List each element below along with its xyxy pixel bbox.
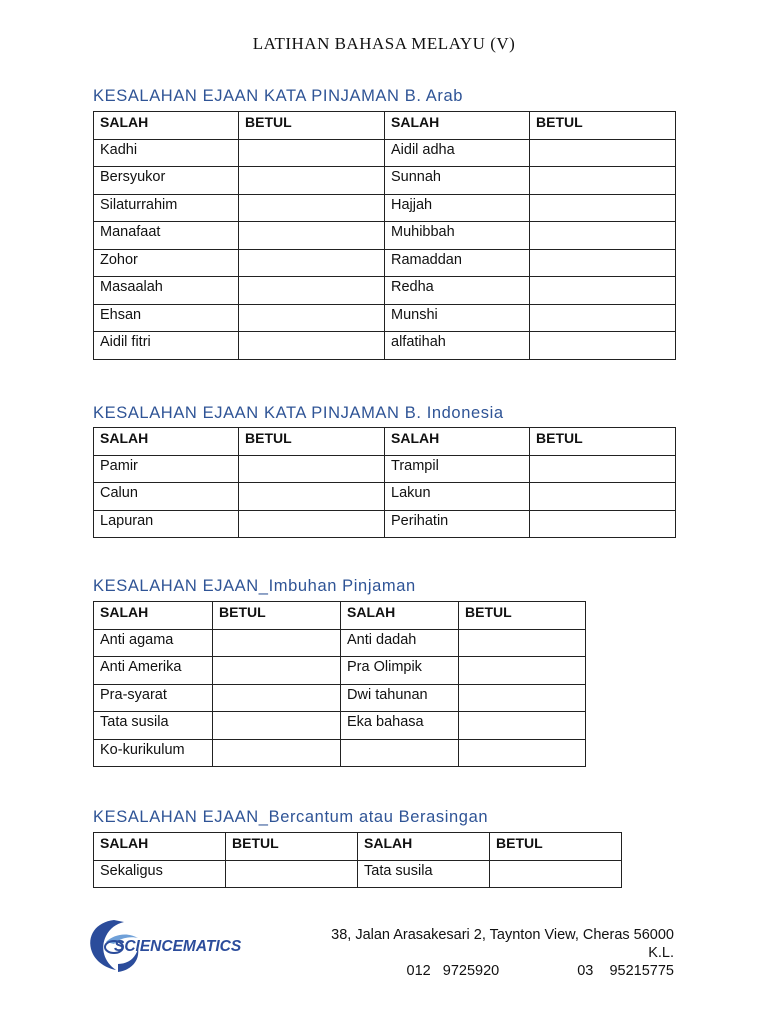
table-row [94, 657, 586, 685]
answer-cell[interactable] [239, 483, 385, 511]
word-cell: alfatihah [385, 332, 530, 360]
answer-cell[interactable] [459, 629, 586, 657]
table-bercantum [93, 832, 622, 888]
column-header: BETUL [213, 602, 341, 630]
word-cell: Bersyukor [94, 167, 239, 195]
sciencematics-logo [84, 914, 246, 976]
table-header-row [94, 602, 586, 630]
column-header: SALAH [341, 602, 459, 630]
word-cell: Ehsan [94, 304, 239, 332]
word-cell: Calun [94, 483, 239, 511]
page-title: LATIHAN BAHASA MELAYU (V) [252, 34, 516, 53]
answer-cell[interactable] [530, 167, 676, 195]
table-row [94, 222, 676, 250]
word-cell: Pra Olimpik [341, 657, 459, 685]
answer-cell[interactable] [530, 139, 676, 167]
table-header-row [94, 833, 622, 861]
word-cell: Pra-syarat [94, 684, 213, 712]
section-heading-arab: KESALAHAN EJAAN KATA PINJAMAN B. Arab [93, 87, 464, 105]
answer-cell[interactable] [226, 860, 358, 888]
answer-cell[interactable] [530, 249, 676, 277]
phone-mobile: 012 9725920 [406, 963, 500, 979]
column-header: BETUL [490, 833, 622, 861]
word-cell: Tata susila [358, 860, 490, 888]
section-heading-bercantum: KESALAHAN EJAAN_Bercantum atau Berasingan [93, 808, 489, 826]
word-cell: Zohor [94, 249, 239, 277]
word-cell: Ko-kurikulum [94, 739, 213, 767]
table-row [94, 684, 586, 712]
answer-cell[interactable] [459, 684, 586, 712]
column-header: SALAH [385, 112, 530, 140]
table-row [94, 739, 586, 767]
table-row [94, 510, 676, 538]
answer-cell[interactable] [530, 222, 676, 250]
word-cell: Hajjah [385, 194, 530, 222]
table-imbuhan [93, 601, 586, 767]
answer-cell[interactable] [239, 167, 385, 195]
table-row [94, 629, 586, 657]
word-cell: Masaalah [94, 277, 239, 305]
column-header: BETUL [530, 112, 676, 140]
word-cell: Aidil adha [385, 139, 530, 167]
answer-cell[interactable] [530, 455, 676, 483]
footer-contact [331, 926, 674, 980]
section-heading-imbuhan: KESALAHAN EJAAN_Imbuhan Pinjaman [93, 577, 416, 595]
table-header-row [94, 428, 676, 456]
answer-cell[interactable] [530, 277, 676, 305]
table-row [94, 249, 676, 277]
word-cell: Anti dadah [341, 629, 459, 657]
table-row [94, 277, 676, 305]
address-line-2: K.L. [648, 945, 674, 961]
column-header: SALAH [385, 428, 530, 456]
word-cell: Lapuran [94, 510, 239, 538]
table-row [94, 712, 586, 740]
phone-office: 03 95215775 [577, 963, 674, 979]
word-cell: Sunnah [385, 167, 530, 195]
answer-cell[interactable] [239, 304, 385, 332]
word-cell: Silaturrahim [94, 194, 239, 222]
word-cell: Munshi [385, 304, 530, 332]
word-cell: Sekaligus [94, 860, 226, 888]
word-cell: Ramaddan [385, 249, 530, 277]
column-header: SALAH [94, 833, 226, 861]
answer-cell[interactable] [213, 657, 341, 685]
answer-cell[interactable] [213, 629, 341, 657]
table-row [94, 139, 676, 167]
table-row [94, 167, 676, 195]
answer-cell[interactable] [239, 139, 385, 167]
word-cell: Manafaat [94, 222, 239, 250]
table-row [94, 860, 622, 888]
address-line-1: 38, Jalan Arasakesari 2, Taynton View, Cheras 56000 [331, 927, 674, 943]
column-header: BETUL [459, 602, 586, 630]
column-header: BETUL [530, 428, 676, 456]
word-cell: Dwi tahunan [341, 684, 459, 712]
answer-cell[interactable] [213, 712, 341, 740]
answer-cell[interactable] [530, 194, 676, 222]
word-cell: Redha [385, 277, 530, 305]
answer-cell[interactable] [239, 222, 385, 250]
answer-cell[interactable] [213, 739, 341, 767]
word-cell: Muhibbah [385, 222, 530, 250]
answer-cell[interactable] [459, 739, 586, 767]
word-cell: Pamir [94, 455, 239, 483]
table-header-row [94, 112, 676, 140]
answer-cell[interactable] [239, 277, 385, 305]
word-cell: Kadhi [94, 139, 239, 167]
table-row [94, 332, 676, 360]
word-cell [341, 739, 459, 767]
word-cell: Trampil [385, 455, 530, 483]
section-heading-indonesia: KESALAHAN EJAAN KATA PINJAMAN B. Indonesia [93, 404, 504, 422]
answer-cell[interactable] [530, 483, 676, 511]
answer-cell[interactable] [530, 332, 676, 360]
answer-cell[interactable] [239, 455, 385, 483]
answer-cell[interactable] [239, 332, 385, 360]
column-header: SALAH [94, 602, 213, 630]
column-header: SALAH [358, 833, 490, 861]
column-header: BETUL [226, 833, 358, 861]
table-row [94, 194, 676, 222]
table-row [94, 304, 676, 332]
answer-cell[interactable] [490, 860, 622, 888]
answer-cell[interactable] [213, 684, 341, 712]
table-row [94, 483, 676, 511]
word-cell: Aidil fitri [94, 332, 239, 360]
answer-cell[interactable] [239, 194, 385, 222]
column-header: SALAH [94, 428, 239, 456]
answer-cell[interactable] [239, 510, 385, 538]
answer-cell[interactable] [530, 510, 676, 538]
answer-cell[interactable] [530, 304, 676, 332]
word-cell: Tata susila [94, 712, 213, 740]
table-arab [93, 111, 676, 360]
column-header: SALAH [94, 112, 239, 140]
answer-cell[interactable] [459, 712, 586, 740]
word-cell: Anti Amerika [94, 657, 213, 685]
column-header: BETUL [239, 112, 385, 140]
word-cell: Anti agama [94, 629, 213, 657]
answer-cell[interactable] [459, 657, 586, 685]
word-cell: Perihatin [385, 510, 530, 538]
word-cell: Eka bahasa [341, 712, 459, 740]
answer-cell[interactable] [239, 249, 385, 277]
logo-text: SCIENCEMATICS [114, 938, 242, 955]
table-indonesia [93, 427, 676, 538]
table-row [94, 455, 676, 483]
column-header: BETUL [239, 428, 385, 456]
word-cell: Lakun [385, 483, 530, 511]
